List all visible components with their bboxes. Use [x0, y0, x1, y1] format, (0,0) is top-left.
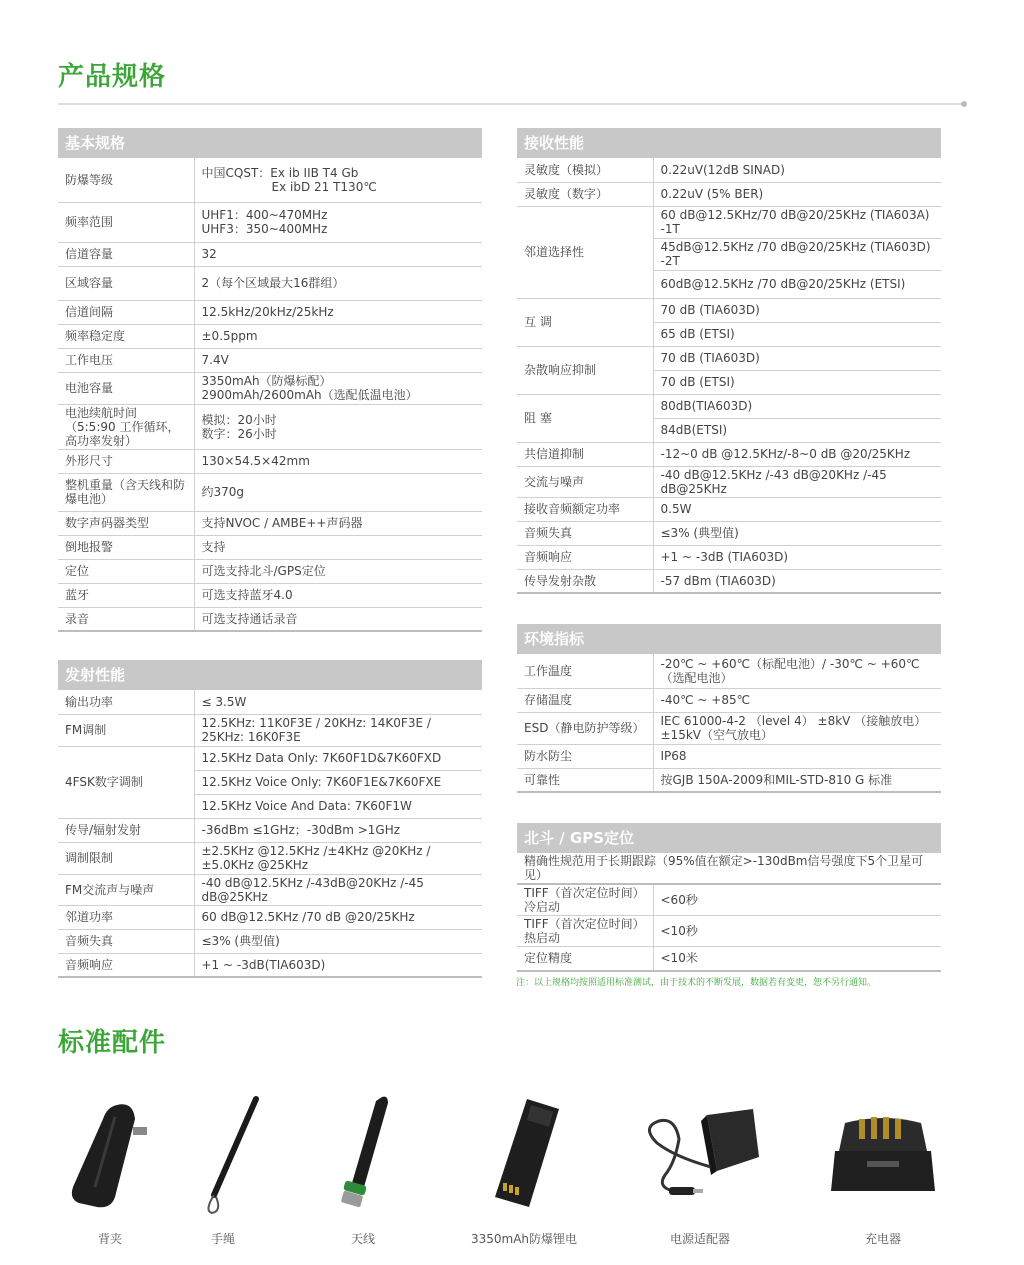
- spec-value: [194, 905, 482, 929]
- spec-value-line: ±0.5ppm: [201, 329, 258, 343]
- spec-key: 录音: [58, 607, 194, 631]
- spec-row: [58, 746, 482, 770]
- spec-key: 音频响应: [58, 953, 194, 977]
- spec-row: [58, 583, 482, 607]
- spec-value: [653, 688, 941, 712]
- title-divider: [58, 103, 964, 105]
- spec-value: 12.5KHz Voice Only: 7K60F1E&7K60FXE: [194, 770, 482, 794]
- spec-row: [58, 842, 482, 874]
- spec-value-line: 3350mAh（防爆标配）: [201, 374, 332, 388]
- spec-value-line: <10米: [660, 951, 698, 966]
- spec-row: [517, 884, 941, 916]
- accessory-label: 电源适配器: [669, 1232, 730, 1246]
- spec-value-line: 支持: [201, 540, 226, 554]
- spec-value-line: IP68: [660, 749, 687, 763]
- right-column: [517, 128, 941, 1002]
- gps-full-row: [517, 853, 941, 884]
- accessory-power-adapter: [635, 1082, 765, 1247]
- charger-icon: [818, 1082, 948, 1222]
- spec-row: [517, 654, 941, 688]
- spec-value-line: -57 dBm (TIA603D): [660, 573, 776, 588]
- spec-key: TIFF（首次定位时间）热启动: [517, 916, 653, 947]
- spec-key: 输出功率: [58, 690, 194, 714]
- accessory-belt-clip: [45, 1082, 175, 1247]
- accessory-label: 3350mAh防爆锂电: [470, 1232, 578, 1246]
- spec-row: [517, 744, 941, 768]
- spec-row: [58, 874, 482, 905]
- spec-value: 84dB(ETSI): [653, 418, 941, 442]
- basic-specs-table: [58, 158, 482, 632]
- spec-value: [194, 324, 482, 348]
- spec-key: 倒地报警: [58, 535, 194, 559]
- spec-key: 防水防尘: [517, 744, 653, 768]
- spec-row: [58, 929, 482, 953]
- spec-value-line: -12~0 dB @12.5KHz/-8~0 dB @20/25KHz: [660, 447, 911, 461]
- spec-row: [58, 473, 482, 511]
- spec-value-line: ≤ 3.5W: [201, 694, 247, 709]
- spec-value: 70 dB (TIA603D): [653, 298, 941, 322]
- spec-value-line: ≤3% (典型值): [201, 934, 280, 948]
- spec-row: [517, 298, 941, 322]
- spec-value-line: 12.5kHz/20kHz/25kHz: [201, 305, 334, 319]
- spec-row: [58, 324, 482, 348]
- gps-table: [517, 853, 941, 972]
- spec-value-line: +1 ~ -3dB (TIA603D): [660, 550, 789, 564]
- spec-value: [653, 158, 941, 182]
- gps-section: [517, 823, 941, 972]
- spec-value: [653, 182, 941, 206]
- spec-value-line: 可选支持蓝牙4.0: [201, 588, 293, 602]
- spec-value: [194, 818, 482, 842]
- spec-row: [517, 497, 941, 521]
- spec-value: 12.5KHz Data Only: 7K60F1D&7K60FXD: [194, 746, 482, 770]
- accessory-label: 天线: [350, 1232, 375, 1246]
- specs-title: 产品规格: [58, 62, 167, 92]
- spec-row: [58, 690, 482, 714]
- spec-value: [194, 300, 482, 324]
- spec-key: 音频失真: [517, 521, 653, 545]
- spec-value: [194, 266, 482, 300]
- spec-value: 65 dB (ETSI): [653, 322, 941, 346]
- spec-row: [517, 768, 941, 792]
- spec-row: [58, 372, 482, 404]
- spec-row: [58, 714, 482, 746]
- spec-value-line: 32: [201, 247, 217, 261]
- spec-row: [517, 521, 941, 545]
- accessories-title: 标准配件: [58, 1028, 167, 1058]
- spec-key: 传导发射杂散: [517, 569, 653, 593]
- spec-value-line: ±2.5KHz @12.5KHz /±4KHz @20KHz /±5.0KHz @25KHz: [201, 844, 431, 872]
- spec-row: [517, 569, 941, 593]
- spec-key: 工作温度: [517, 654, 653, 688]
- left-column: [58, 128, 482, 1008]
- spec-value-line: 7.4V: [201, 353, 229, 367]
- spec-row: [517, 158, 941, 182]
- spec-value-line: <10秒: [660, 924, 698, 938]
- spec-value-line: -40 dB@12.5KHz /-43dB@20KHz /-45 dB@25KHz: [201, 875, 424, 904]
- spec-value-line: 按GJB 150A-2009和MIL-STD-810 G 标准: [660, 772, 893, 787]
- spec-row: [58, 404, 482, 449]
- spec-value-line: -36dBm ≤1GHz；-30dBm >1GHz: [201, 823, 401, 837]
- spec-value-line: +1 ~ -3dB(TIA603D): [201, 957, 326, 972]
- spec-row: [58, 607, 482, 631]
- spec-key: 杂散响应抑制: [517, 346, 653, 394]
- accessory-antenna: [298, 1082, 428, 1247]
- spec-value: [653, 442, 941, 466]
- spec-value: [653, 654, 941, 688]
- spec-value: 12.5KHz Voice And Data: 7K60F1W: [194, 794, 482, 818]
- spec-row: [58, 242, 482, 266]
- spec-key: 外形尺寸: [58, 449, 194, 473]
- spec-value-line: UHF3：350~400MHz: [201, 222, 328, 236]
- spec-value-line: 模拟：20小时: [201, 412, 277, 427]
- spec-row: [58, 535, 482, 559]
- spec-value-line: IEC 61000-4-2 （level 4） ±8kV （接触放电）: [660, 714, 927, 728]
- spec-value-line: 支持NVOC / AMBE++声码器: [201, 516, 363, 530]
- spec-value-line: 130×54.5×42mm: [201, 454, 310, 468]
- spec-value: [194, 158, 482, 202]
- spec-key: 音频响应: [517, 545, 653, 569]
- accessory-battery: [459, 1082, 589, 1247]
- spec-value: [194, 372, 482, 404]
- basic-specs-section: [58, 128, 482, 632]
- spec-key: 邻道功率: [58, 905, 194, 929]
- transmit-table: [58, 690, 482, 978]
- spec-row: [58, 158, 482, 202]
- spec-value-line: -20℃ ~ +60℃（标配电池）/ -30℃ ~ +60℃（选配电池）: [660, 656, 920, 685]
- spec-value: [194, 202, 482, 242]
- spec-key: FM交流声与噪声: [58, 874, 194, 905]
- spec-key: 4FSK数字调制: [58, 746, 194, 818]
- accessory-label: 背夹: [97, 1232, 122, 1246]
- spec-row: [58, 511, 482, 535]
- basic-specs-header: 基本规格: [58, 128, 482, 158]
- spec-key: 频率范围: [58, 202, 194, 242]
- spec-row: [517, 712, 941, 744]
- spec-value: [653, 916, 941, 947]
- spec-row: [517, 916, 941, 947]
- power-adapter-icon: [635, 1082, 765, 1222]
- environment-section: [517, 624, 941, 793]
- spec-row: [58, 266, 482, 300]
- spec-value: 60dB@12.5KHz /70 dB@20/25KHz (ETSI): [653, 270, 941, 298]
- spec-key: 邻道选择性: [517, 206, 653, 298]
- spec-key: 信道间隔: [58, 300, 194, 324]
- spec-key: 调制限制: [58, 842, 194, 874]
- spec-row: [517, 442, 941, 466]
- spec-value: 70 dB (TIA603D): [653, 346, 941, 370]
- spec-key: ESD（静电防护等级）: [517, 712, 653, 744]
- transmit-section: [58, 660, 482, 978]
- spec-row: [58, 905, 482, 929]
- spec-value: [194, 690, 482, 714]
- receive-table: [517, 158, 941, 594]
- spec-key: 互 调: [517, 298, 653, 346]
- spec-value-line: <60秒: [660, 893, 698, 907]
- environment-table: [517, 654, 941, 793]
- spec-value: [194, 559, 482, 583]
- spec-value-line: 0.22uV(12dB SINAD): [660, 162, 785, 177]
- transmit-header: 发射性能: [58, 660, 482, 690]
- spec-value-line: 可选支持通话录音: [201, 611, 298, 626]
- spec-row: [517, 947, 941, 971]
- spec-key: 接收音频额定功率: [517, 497, 653, 521]
- spec-row: [58, 449, 482, 473]
- spec-key: 工作电压: [58, 348, 194, 372]
- spec-value: [194, 449, 482, 473]
- spec-value: [194, 583, 482, 607]
- battery-icon: [459, 1082, 589, 1222]
- spec-value-line: UHF1：400~470MHz: [201, 208, 328, 222]
- spec-value-line: -40℃ ~ +85℃: [660, 693, 751, 707]
- spec-value: [194, 242, 482, 266]
- spec-value: [653, 744, 941, 768]
- spec-value: [194, 535, 482, 559]
- gps-header: 北斗 / GPS定位: [517, 823, 941, 853]
- spec-key: 信道容量: [58, 242, 194, 266]
- spec-key: 电池容量: [58, 372, 194, 404]
- spec-value-line: 12.5KHz: 11K0F3E / 20KHz: 14K0F3E / 25KHz: 16K0F3E: [201, 716, 431, 744]
- spec-value-line: 0.5W: [660, 502, 692, 516]
- spec-row: [517, 206, 941, 238]
- spec-value-line: Ex ibD 21 T130℃: [271, 179, 377, 194]
- spec-value: [653, 768, 941, 792]
- spec-key: 区域容量: [58, 266, 194, 300]
- spec-value: [653, 497, 941, 521]
- spec-key: 灵敏度（数字）: [517, 182, 653, 206]
- receive-header: 接收性能: [517, 128, 941, 158]
- spec-value-line: 数字：26小时: [201, 426, 277, 441]
- spec-value: [194, 473, 482, 511]
- spec-value: [194, 404, 482, 449]
- spec-value-line: ±15kV（空气放电）: [660, 728, 773, 742]
- spec-row: [517, 545, 941, 569]
- gps-accuracy-text: 精确性规范用于长期跟踪（95%值在额定>-130dBm信号强度下5个卫星可见）: [517, 853, 941, 884]
- spec-value: 45dB@12.5KHz /70 dB@20/25KHz (TIA603D) -2T: [653, 238, 941, 270]
- spec-value: [653, 712, 941, 744]
- spec-key: 阻 塞: [517, 394, 653, 442]
- accessory-lanyard: [158, 1082, 288, 1247]
- spec-row: [58, 818, 482, 842]
- lanyard-icon: [158, 1082, 288, 1222]
- spec-value: [653, 947, 941, 971]
- spec-key: 数字声码器类型: [58, 511, 194, 535]
- spec-row: [517, 688, 941, 712]
- spec-value: [653, 521, 941, 545]
- spec-key: 电池续航时间（5:5:90 工作循环，高功率发射）: [58, 404, 194, 449]
- spec-key: 定位精度: [517, 947, 653, 971]
- spec-row: [517, 394, 941, 418]
- spec-row: [517, 182, 941, 206]
- spec-value: [194, 607, 482, 631]
- spec-value-line: 约370g: [201, 485, 245, 499]
- spec-value-line: ≤3% (典型值): [660, 526, 739, 540]
- spec-value: 70 dB (ETSI): [653, 370, 941, 394]
- spec-row: [58, 202, 482, 242]
- environment-header: 环境指标: [517, 624, 941, 654]
- spec-value: 80dB(TIA603D): [653, 394, 941, 418]
- spec-value-line: 可选支持北斗/GPS定位: [201, 564, 326, 578]
- antenna-icon: [298, 1082, 428, 1222]
- accessory-charger: [818, 1082, 948, 1247]
- spec-key: 传导/辐射发射: [58, 818, 194, 842]
- spec-value: [194, 929, 482, 953]
- spec-value: [653, 466, 941, 497]
- belt-clip-icon: [45, 1082, 175, 1222]
- spec-row: [517, 346, 941, 370]
- spec-value-line: 2（每个区域最大16群组）: [201, 276, 345, 290]
- spec-value-line: 0.22uV (5% BER): [660, 187, 764, 201]
- spec-row: [58, 953, 482, 977]
- spec-key: 可靠性: [517, 768, 653, 792]
- spec-value: [653, 569, 941, 593]
- spec-value-line: 2900mAh/2600mAh（选配低温电池）: [201, 388, 418, 402]
- spec-value: [194, 714, 482, 746]
- spec-value: [194, 874, 482, 905]
- spec-value: [653, 884, 941, 916]
- spec-key: TIFF（首次定位时间）冷启动: [517, 884, 653, 916]
- spec-key: 存储温度: [517, 688, 653, 712]
- accessory-label: 手绳: [210, 1232, 235, 1246]
- receive-section: [517, 128, 941, 594]
- spec-row: [58, 348, 482, 372]
- spec-key: 定位: [58, 559, 194, 583]
- spec-value: [194, 953, 482, 977]
- spec-key: 灵敏度（模拟）: [517, 158, 653, 182]
- spec-row: [517, 466, 941, 497]
- spec-value: 60 dB@12.5KHz/70 dB@20/25KHz (TIA603A) -1T: [653, 206, 941, 238]
- spec-value: [194, 348, 482, 372]
- spec-value: [653, 545, 941, 569]
- spec-key: 频率稳定度: [58, 324, 194, 348]
- spec-key: 交流与噪声: [517, 466, 653, 497]
- spec-key: 蓝牙: [58, 583, 194, 607]
- spec-value-line: -40 dB@12.5KHz /-43 dB@20KHz /-45 dB@25KHz: [660, 467, 887, 496]
- spec-key: 音频失真: [58, 929, 194, 953]
- spec-row: [58, 300, 482, 324]
- spec-value-line: 60 dB@12.5KHz /70 dB @20/25KHz: [201, 910, 415, 924]
- spec-value: [194, 842, 482, 874]
- spec-key: 整机重量（含天线和防爆电池）: [58, 473, 194, 511]
- spec-key: 共信道抑制: [517, 442, 653, 466]
- accessory-label: 充电器: [864, 1232, 901, 1246]
- spec-key: 防爆等级: [58, 158, 194, 202]
- spec-value-line: 中国CQST：Ex ib IIB T4 Gb: [201, 165, 359, 180]
- spec-value: [194, 511, 482, 535]
- spec-row: [58, 559, 482, 583]
- spec-key: FM调制: [58, 714, 194, 746]
- disclaimer-note: 注：以上规格均按照适用标准测试，由于技术的不断发展，数据若有变更，恕不另行通知。: [516, 978, 877, 988]
